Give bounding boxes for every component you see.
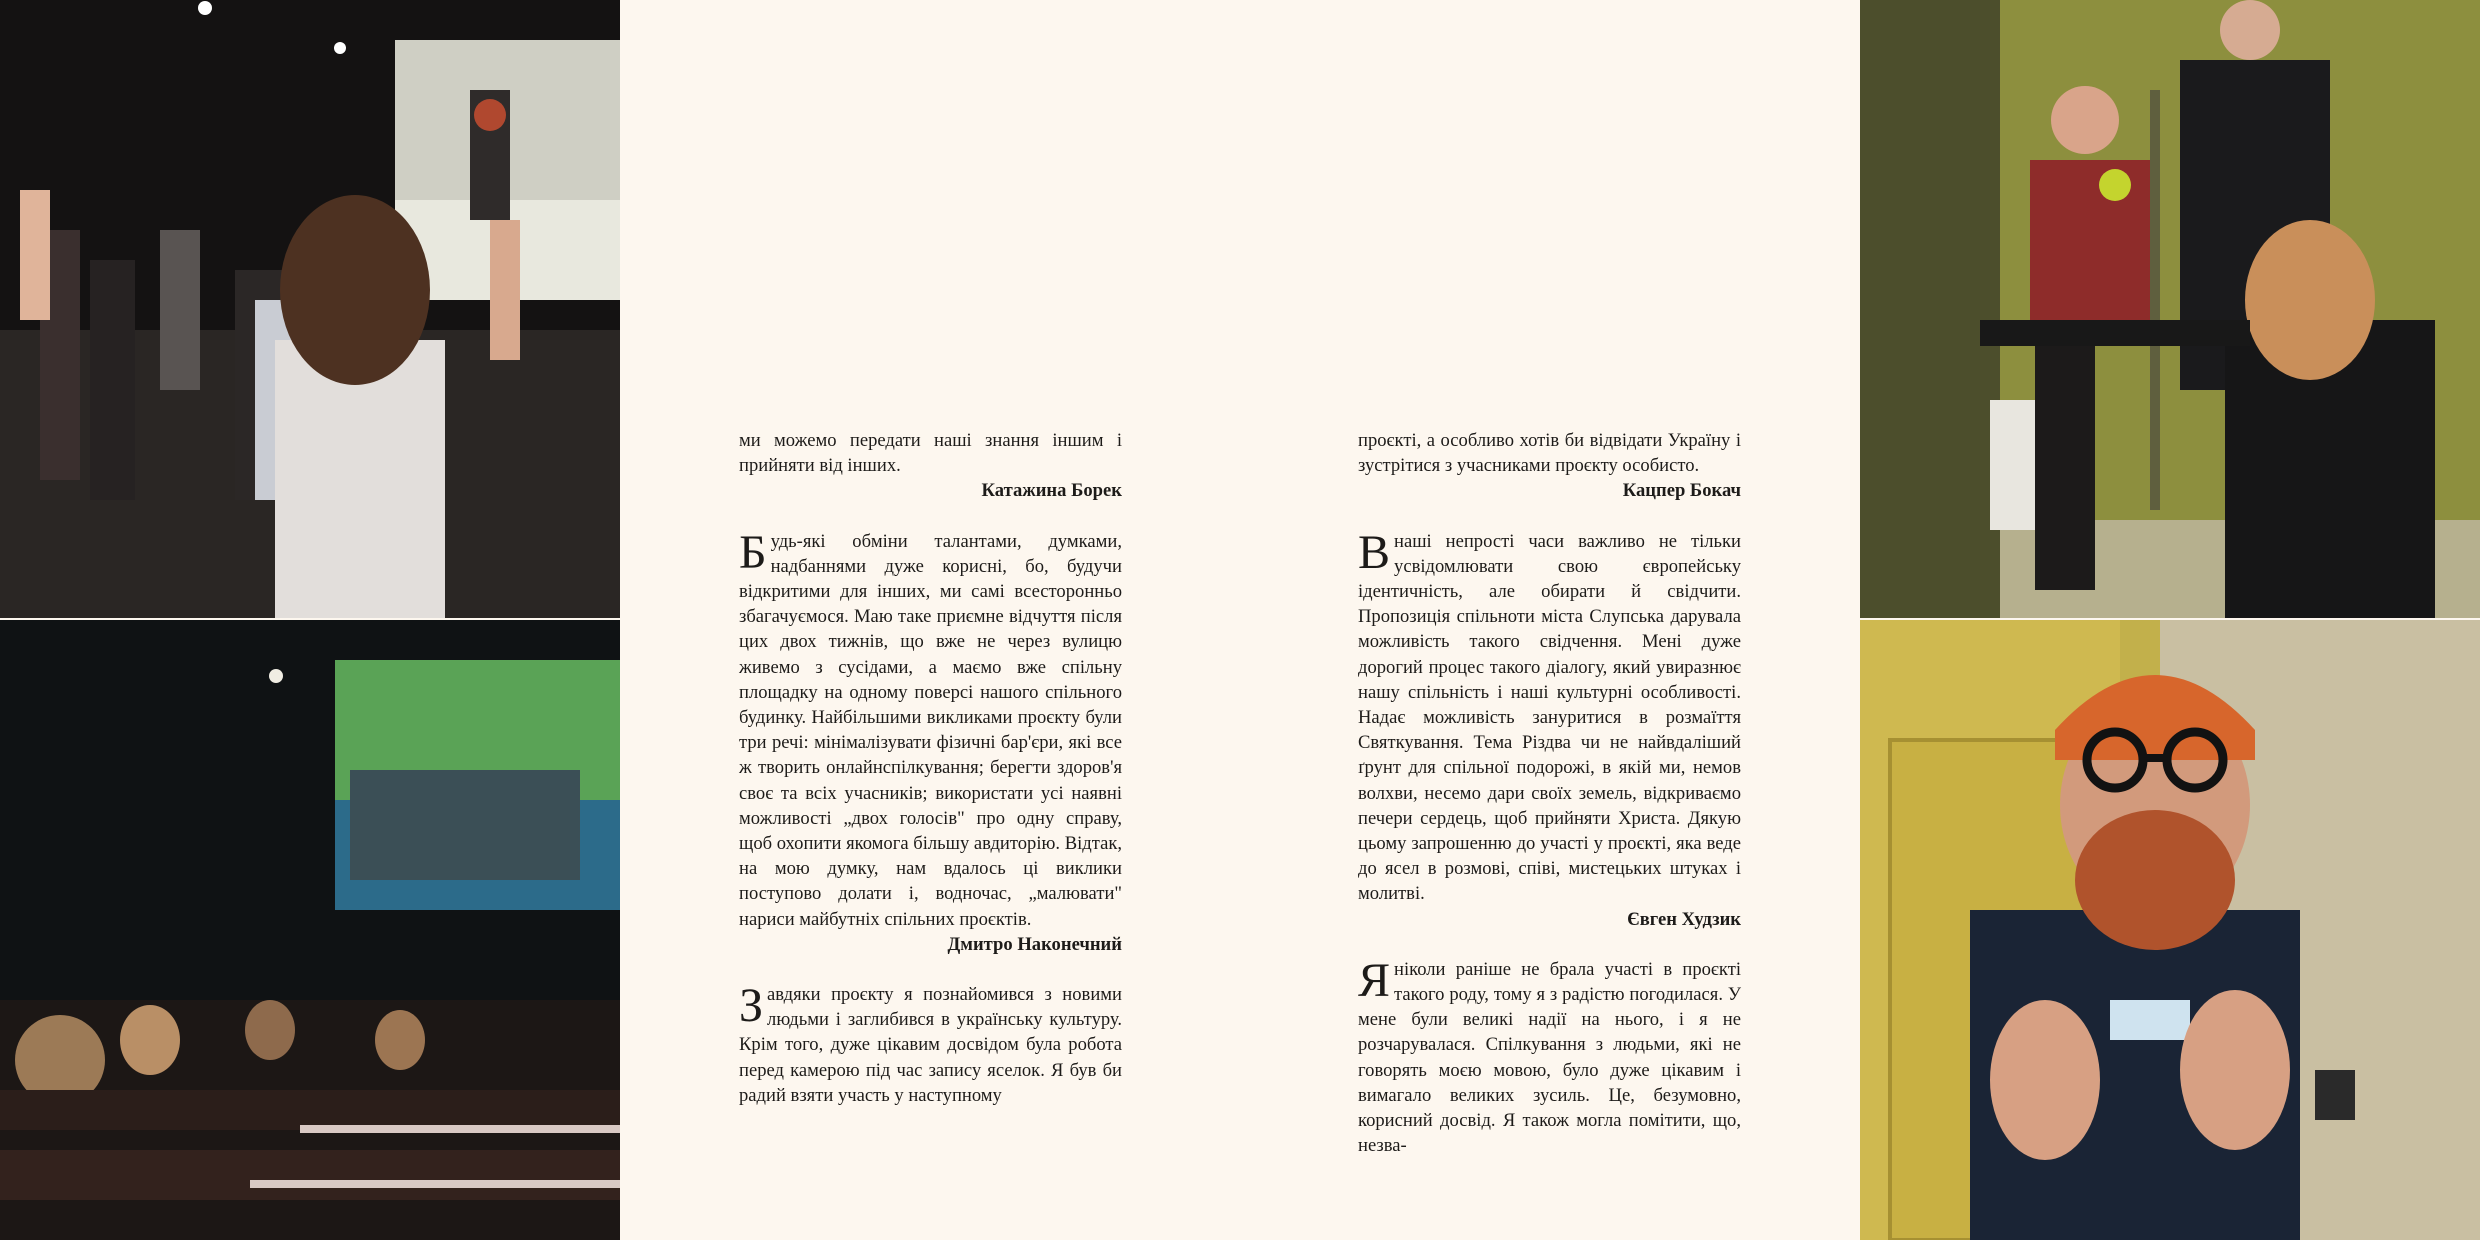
paragraph-final <box>1358 953 1741 1159</box>
left-text-column <box>739 428 1122 1108</box>
signature-kacper-bokach: Кацпер Бокач <box>1622 480 1741 502</box>
signature-dmytro-nakonechnyi: Дмитро Наконечний <box>947 933 1122 955</box>
paragraph-dmytro <box>739 525 1123 932</box>
drop-cap: Я <box>1358 953 1391 1007</box>
continued-paragraph: ми можемо передати наші знання іншим і прийняти від інших. <box>739 430 1122 477</box>
paragraph-kacper <box>739 979 1122 1108</box>
right-text-column <box>1358 428 1741 1158</box>
drop-cap: Б <box>739 525 767 579</box>
continued-paragraph: проєкті, а особливо хотів би відвідати Україну і зустрітися з учасниками проєкту особисто. <box>1358 430 1741 477</box>
stage-exercise-photo <box>0 0 620 620</box>
drop-cap: З <box>739 979 764 1033</box>
drop-cap: В <box>1358 525 1391 579</box>
paragraph-text: ніколи раніше не брала участі в проєкті такого роду, тому я з радістю погодилася. У мене були великі надії на нього, і я не розчарувалася. Спілкування з людьми, які не говорять моєю мовою, було дуже цікавим і вимагало великих зусиль. Це, безумовно, корисний досвід. Я також могла помітити, що, незва- <box>1358 958 1741 1157</box>
paragraph-text: авдяки проєкту я познайомився з новими людьми і заглибився в українську культуру. Крім того, дуже цікавим досвідом була робота перед камерою під час запису яселок. Я був би радий взяти участь у наступному <box>739 984 1122 1106</box>
audience-screening-photo <box>0 620 620 1240</box>
paragraph-text: наші непрості часи важливо не тільки усвідомлювати свою європейську ідентичність, але обирати й свідчити. Пропозиція спільноти міста Слупська дарувала можливість такого свідчення. Мені дуже дорогий процес такого діалогу, який увиразнює нашу спільність і наші культурні особливості. Надає можливість зануритися в розмаїття Святкування. Тема Різдва чи не найвдаліший ґрунт для спільної подорожі, в якій ми, немов волхви, несемо дари своїх земель, відкриваємо печери сердець, щоб прийняти Христа. Дякую цьому запрошенню до участі у проєкті, яка веде до ясел в розмові, співі, мистецьких штуках і молитві. <box>1358 530 1741 905</box>
workshop-leader-portrait <box>1860 620 2480 1240</box>
paragraph-yevhen <box>1358 525 1741 907</box>
signature-yevhen-khudzyk: Євген Худзик <box>1627 908 1741 930</box>
signature-katazhyna-borek: Катажина Борек <box>981 480 1122 502</box>
ball-exercise-photo <box>1860 0 2480 620</box>
paragraph-text: удь-які обміни талантами, думками, надбаннями дуже корисні, бо, будучи відкритими для інших, ми самі всесторонньо збагачуємося. Маю таке приємне відчуття після цих двох тижнів, що вже не через вулицю живемо з сусідами, а маємо вже спільну площадку на одному поверсі нашого спільного будинку. Найбільшими викликами проєкту були три речі: мінімалізувати фізичні бар'єри, які все ж творить онлайнспілкування; берегти здоров'я своє та всіх учасників; використати усі наявні можливості „двох голосів" про одну справу, щоб охопити якомога більшу авдиторію. Відтак, на мою думку, нам вдалось ці виклики поступово долати і, водночас, „малювати" нариси майбутніх спільних проєктів. <box>739 530 1123 930</box>
